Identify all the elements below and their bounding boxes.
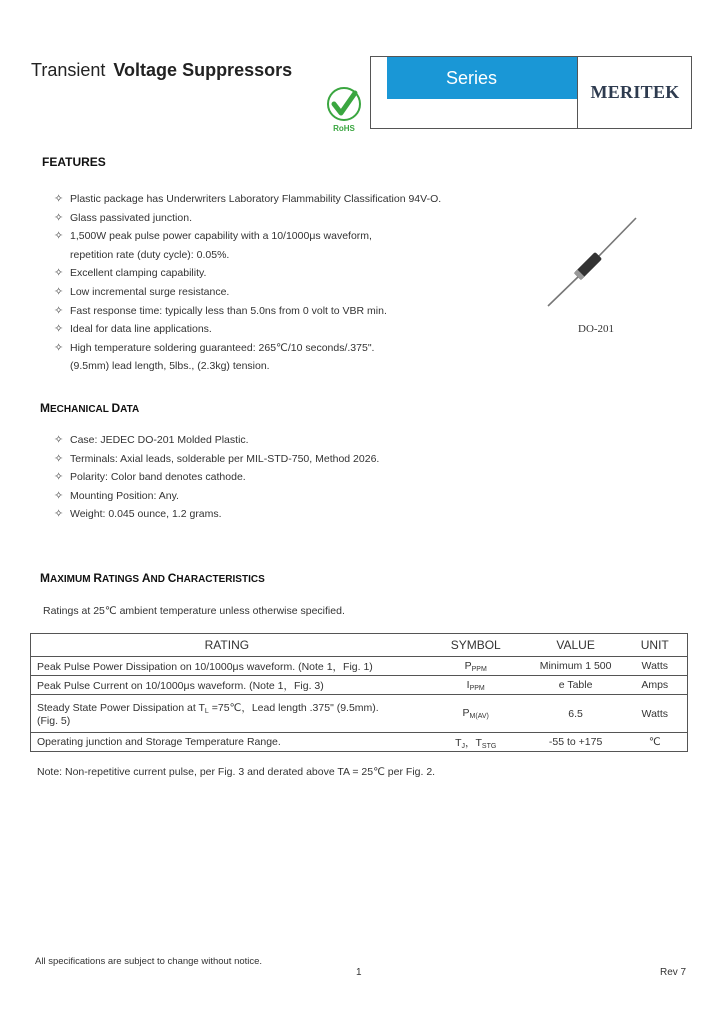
diode-package-image (540, 210, 640, 310)
symbol-cell: $I_{PPM}$ (423, 676, 529, 695)
footer-disclaimer: All specifications are subject to change without notice. (35, 956, 263, 967)
rohs-icon (324, 86, 364, 134)
package-label: DO-201 (578, 323, 615, 335)
list-item: ✧ Mounting Position: Any. (54, 489, 179, 502)
list-item: ✧ Plastic package has Underwriters Laboratory Flammability Classification 94V-O. (54, 193, 442, 205)
revision: Rev 7 (660, 967, 687, 978)
list-item: ✧ Terminals: Axial leads, solderable per MIL-STD-750, Method 2026. (54, 452, 380, 465)
brand-logo: MERITEK (590, 82, 680, 102)
ratings-note: Ratings at 25℃ ambient temperature unless otherwise specified. (43, 605, 345, 617)
table-row (31, 733, 688, 752)
value-cell: 6.5 (529, 695, 623, 733)
rating-cell: Peak Pulse Current on 10/1000μs waveform. (Note 1，Fig. 3) (31, 676, 423, 695)
value-cell: e Table (529, 676, 623, 695)
list-item: ✧ Glass passivated junction. (54, 211, 192, 224)
title-light: Transient (31, 60, 106, 80)
unit-cell: Watts (623, 657, 688, 676)
column-header: UNIT (623, 634, 688, 657)
rating-cell: Operating junction and Storage Temperature Range. (31, 733, 423, 752)
features-list (42, 190, 502, 376)
mechanical-heading: MECHANICAL DATA (40, 401, 140, 415)
document-title (31, 60, 292, 81)
rating-cell: Steady State Power Dissipation at $T_L$ =75℃，Lead length .375" (9.5mm). (Fig. 5) (31, 695, 423, 733)
value-cell: -55 to +175 (529, 733, 623, 752)
column-header: SYMBOL (423, 634, 529, 657)
list-item: ✧ Low incremental surge resistance. (54, 285, 230, 298)
list-item: ✧ Weight: 0.045 ounce, 1.2 grams. (54, 508, 222, 521)
table-row (31, 676, 688, 695)
column-header: VALUE (529, 634, 623, 657)
mechanical-list (42, 431, 502, 524)
table-row (31, 695, 688, 733)
list-item: ✧ Excellent clamping capability. (54, 267, 207, 280)
title-bold: Voltage Suppressors (113, 60, 293, 80)
symbol-cell: $P_{PPM}$ (423, 657, 529, 676)
unit-cell: Watts (623, 695, 688, 733)
rating-cell: Peak Pulse Power Dissipation on 10/1000μs waveform. (Note 1，Fig. 1) (31, 657, 423, 676)
list-item: ✧ Ideal for data line applications. (54, 323, 212, 336)
list-item: ✧ Polarity: Color band denotes cathode. (54, 471, 246, 484)
ratings-heading: MAXIMUM RATINGS AND CHARACTERISTICS (40, 571, 265, 585)
symbol-cell: $P_{M(AV)}$ (423, 695, 529, 733)
list-item: ✧ High temperature soldering guaranteed: 265℃/10 seconds/.375". (9.5mm) lead length, 5lbs., (2.3kg) tension. (54, 341, 375, 373)
list-item: ✧ Case: JEDEC DO-201 Molded Plastic. (54, 434, 249, 446)
list-item: ✧ Fast response time: typically less than 5.0ns from 0 volt to VBR min. (54, 304, 387, 317)
table-row (31, 657, 688, 676)
unit-cell: ℃ (623, 733, 688, 752)
list-item: ✧ 1,500W peak pulse power capability with a 10/1000μs waveform, repetition rate (duty cycle): 0.05%. (54, 230, 372, 261)
table-header-row (31, 634, 688, 657)
page-number: 1 (356, 967, 362, 978)
column-header: RATING (31, 634, 423, 657)
rohs-label: RoHS (333, 124, 355, 133)
table-footnote: Note: Non-repetitive current pulse, per Fig. 3 and derated above TA = 25℃ per Fig. 2. (37, 766, 436, 778)
symbol-cell: $T_J$，$T_{STG}$ (423, 733, 529, 752)
value-cell: Minimum 1 500 (529, 657, 623, 676)
features-heading: FEATURES (42, 155, 106, 169)
series-label: Series (387, 57, 577, 99)
ratings-table (30, 633, 688, 752)
unit-cell: Amps (623, 676, 688, 695)
